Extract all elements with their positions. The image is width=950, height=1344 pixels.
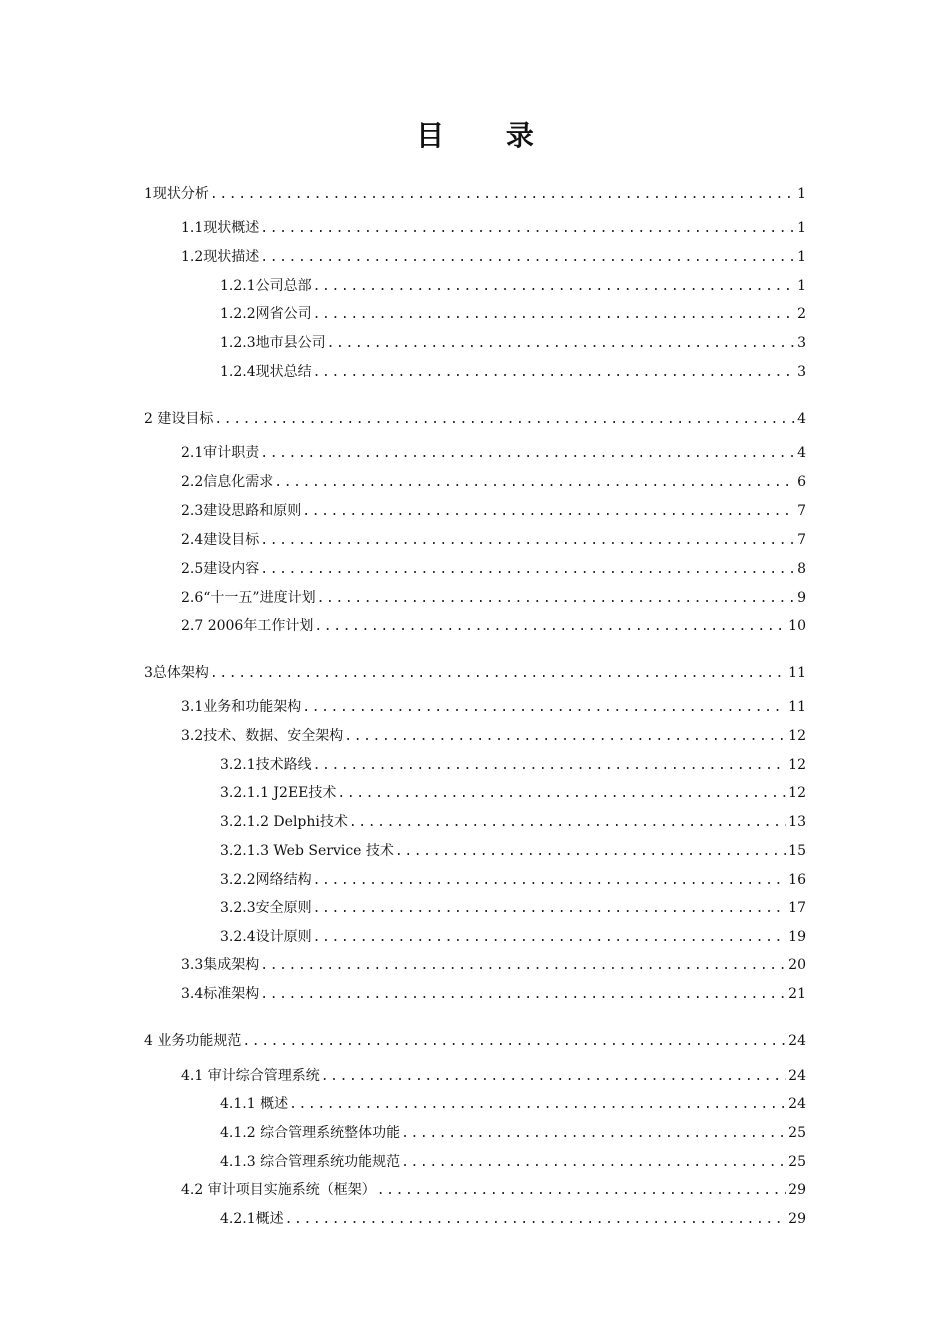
- toc-leader-dots: [214, 410, 795, 430]
- toc-leader-dots: [242, 1032, 786, 1052]
- toc-entry-page: 3: [797, 335, 806, 351]
- toc-leader-dots: [337, 784, 786, 804]
- toc-entry-page: 3: [797, 364, 806, 380]
- toc-leader-dots: [313, 871, 787, 891]
- toc-leader-dots: [313, 756, 787, 776]
- toc-leader-dots: [313, 305, 795, 325]
- toc-leader-dots: [395, 842, 786, 862]
- toc-entry-page: 29: [788, 1211, 806, 1227]
- toc-entry-page: 25: [788, 1154, 806, 1170]
- toc-entry-label: 1.2.1公司总部: [220, 278, 312, 294]
- toc-entry[interactable]: [220, 898, 806, 918]
- toc-entry-label: 3.2.3安全原则: [220, 900, 312, 916]
- toc-entry[interactable]: [181, 616, 806, 636]
- toc-entry[interactable]: [144, 663, 806, 683]
- toc-leader-dots: [317, 589, 795, 609]
- toc-entry-page: 1: [797, 278, 806, 294]
- toc-leader-dots: [260, 248, 795, 268]
- toc-entry[interactable]: [220, 1094, 806, 1114]
- toc-entry-label: 1.2现状描述: [181, 249, 260, 265]
- toc-leader-dots: [313, 928, 787, 948]
- toc-entry[interactable]: [181, 1066, 806, 1086]
- toc-entry-label: 1.1现状概述: [181, 220, 260, 236]
- toc-entry[interactable]: [220, 304, 806, 324]
- toc-entry-label: 4 业务功能规范: [144, 1033, 242, 1049]
- toc-leader-dots: [401, 1124, 786, 1144]
- toc-leader-dots: [260, 531, 795, 551]
- toc-entry-label: 4.2 审计项目实施系统（框架）: [181, 1182, 376, 1198]
- toc-entry[interactable]: [181, 443, 806, 463]
- toc-leader-dots: [327, 334, 795, 354]
- toc-entry-label: 3总体架构: [144, 665, 209, 681]
- toc-entry-page: 12: [788, 785, 806, 801]
- toc-entry-label: 2.2信息化需求: [181, 474, 274, 490]
- toc-entry-page: 29: [788, 1182, 806, 1198]
- toc-entry-label: 4.1 审计综合管理系统: [181, 1068, 320, 1084]
- toc-entry-page: 16: [788, 872, 806, 888]
- toc-entry-page: 1: [797, 186, 806, 202]
- toc-entry[interactable]: [220, 870, 806, 890]
- toc-entry-label: 2.7 2006年工作计划: [181, 618, 314, 634]
- toc-entry[interactable]: [220, 1209, 806, 1229]
- toc-entry[interactable]: [220, 841, 806, 861]
- page-title: 目 录: [416, 119, 560, 152]
- toc-entry[interactable]: [220, 927, 806, 947]
- toc-entry-page: 20: [788, 957, 806, 973]
- toc-entry[interactable]: [144, 409, 806, 429]
- toc-entry-page: 21: [788, 986, 806, 1002]
- toc-entry-label: 2.3建设思路和原则: [181, 503, 302, 519]
- toc-entry-label: 4.1.1 概述: [220, 1096, 289, 1112]
- toc-leader-dots: [344, 727, 786, 747]
- toc-entry[interactable]: [220, 276, 806, 296]
- toc-entry-page: 6: [797, 474, 806, 490]
- toc-leader-dots: [401, 1153, 786, 1173]
- toc-entry-label: 4.1.3 综合管理系统功能规范: [220, 1154, 401, 1170]
- toc-leader-dots: [260, 985, 786, 1005]
- toc-leader-dots: [313, 899, 787, 919]
- toc-entry-page: 17: [788, 900, 806, 916]
- toc-leader-dots: [302, 502, 795, 522]
- toc-entry-label: 3.4标准架构: [181, 986, 260, 1002]
- toc-entry[interactable]: [220, 362, 806, 382]
- toc-leader-dots: [313, 363, 795, 383]
- toc-entry[interactable]: [220, 1123, 806, 1143]
- toc-entry-label: 3.2.1.1 J2EE技术: [220, 785, 337, 801]
- toc-entry[interactable]: [144, 1031, 806, 1051]
- toc-entry-page: 12: [788, 757, 806, 773]
- toc-entry[interactable]: [181, 697, 806, 717]
- toc-entry-label: 4.2.1概述: [220, 1211, 284, 1227]
- toc-leader-dots: [210, 185, 795, 205]
- toc-entry-page: 24: [788, 1096, 806, 1112]
- toc-entry[interactable]: [181, 559, 806, 579]
- toc-entry-page: 7: [797, 503, 806, 519]
- toc-entry-page: 4: [797, 445, 806, 461]
- toc-leader-dots: [274, 473, 795, 493]
- toc-leader-dots: [260, 560, 795, 580]
- toc-entry[interactable]: [220, 755, 806, 775]
- toc-entry-page: 7: [797, 532, 806, 548]
- toc-entry-label: 1.2.2网省公司: [220, 306, 312, 322]
- toc-entry[interactable]: [220, 1152, 806, 1172]
- toc-entry-label: 2.1审计职责: [181, 445, 260, 461]
- toc-leader-dots: [210, 664, 786, 684]
- toc-entry[interactable]: [181, 530, 806, 550]
- toc-leader-dots: [260, 219, 795, 239]
- toc-entry[interactable]: [181, 218, 806, 238]
- toc-entry-label: 1现状分析: [144, 186, 209, 202]
- toc-entry[interactable]: [181, 1180, 806, 1200]
- toc-entry-page: 9: [797, 590, 806, 606]
- toc-entry-label: 2.4建设目标: [181, 532, 260, 548]
- toc-entry-label: 3.2.4设计原则: [220, 929, 312, 945]
- toc-entry-page: 13: [788, 814, 806, 830]
- toc-leader-dots: [289, 1095, 786, 1115]
- toc-entry[interactable]: [181, 247, 806, 267]
- toc-entry[interactable]: [220, 333, 806, 353]
- toc-entry[interactable]: [181, 955, 806, 975]
- toc-entry[interactable]: [181, 501, 806, 521]
- toc-leader-dots: [260, 956, 786, 976]
- toc-entry[interactable]: [181, 588, 806, 608]
- toc-entry-label: 3.2技术、数据、安全架构: [181, 728, 344, 744]
- toc-entry-label: 2 建设目标: [144, 411, 214, 427]
- toc-entry-label: 3.1业务和功能架构: [181, 699, 302, 715]
- toc-entry-page: 25: [788, 1125, 806, 1141]
- toc-entry-page: 4: [797, 411, 806, 427]
- toc-leader-dots: [313, 277, 795, 297]
- toc-entry-label: 3.3集成架构: [181, 957, 260, 973]
- toc-entry[interactable]: [181, 472, 806, 492]
- toc-entry-label: 3.2.1技术路线: [220, 757, 312, 773]
- toc-entry-label: 1.2.4现状总结: [220, 364, 312, 380]
- toc-entry-page: 11: [788, 665, 806, 681]
- toc-entry-label: 2.6“十一五”进度计划: [181, 590, 316, 606]
- toc-entry-label: 3.2.2网络结构: [220, 872, 312, 888]
- toc-leader-dots: [314, 617, 786, 637]
- toc-leader-dots: [377, 1181, 786, 1201]
- toc-leader-dots: [349, 813, 786, 833]
- toc-entry-page: 10: [788, 618, 806, 634]
- toc-entry-page: 24: [788, 1033, 806, 1049]
- toc-entry-label: 2.5建设内容: [181, 561, 260, 577]
- toc-entry[interactable]: [181, 726, 806, 746]
- toc-entry-label: 4.1.2 综合管理系统整体功能: [220, 1125, 401, 1141]
- toc-entry[interactable]: [220, 783, 806, 803]
- toc-entry-page: 2: [797, 306, 806, 322]
- toc-entry-page: 1: [797, 249, 806, 265]
- toc-entry-label: 1.2.3地市县公司: [220, 335, 326, 351]
- toc-entry[interactable]: [181, 984, 806, 1004]
- toc-entry-page: 24: [788, 1068, 806, 1084]
- toc-entry-page: 8: [797, 561, 806, 577]
- toc-entry-page: 15: [788, 843, 806, 859]
- toc-leader-dots: [285, 1210, 787, 1230]
- toc-entry[interactable]: [220, 812, 806, 832]
- toc-entry-label: 3.2.1.2 Delphi技术: [220, 814, 348, 830]
- toc-entry-page: 12: [788, 728, 806, 744]
- toc-leader-dots: [321, 1067, 786, 1087]
- toc-entry[interactable]: [144, 184, 806, 204]
- toc-entry-page: 19: [788, 929, 806, 945]
- toc-leader-dots: [260, 444, 795, 464]
- toc-entry-label: 3.2.1.3 Web Service 技术: [220, 843, 394, 859]
- toc-entry-page: 11: [788, 699, 806, 715]
- toc-leader-dots: [302, 698, 786, 718]
- toc-entry-page: 1: [797, 220, 806, 236]
